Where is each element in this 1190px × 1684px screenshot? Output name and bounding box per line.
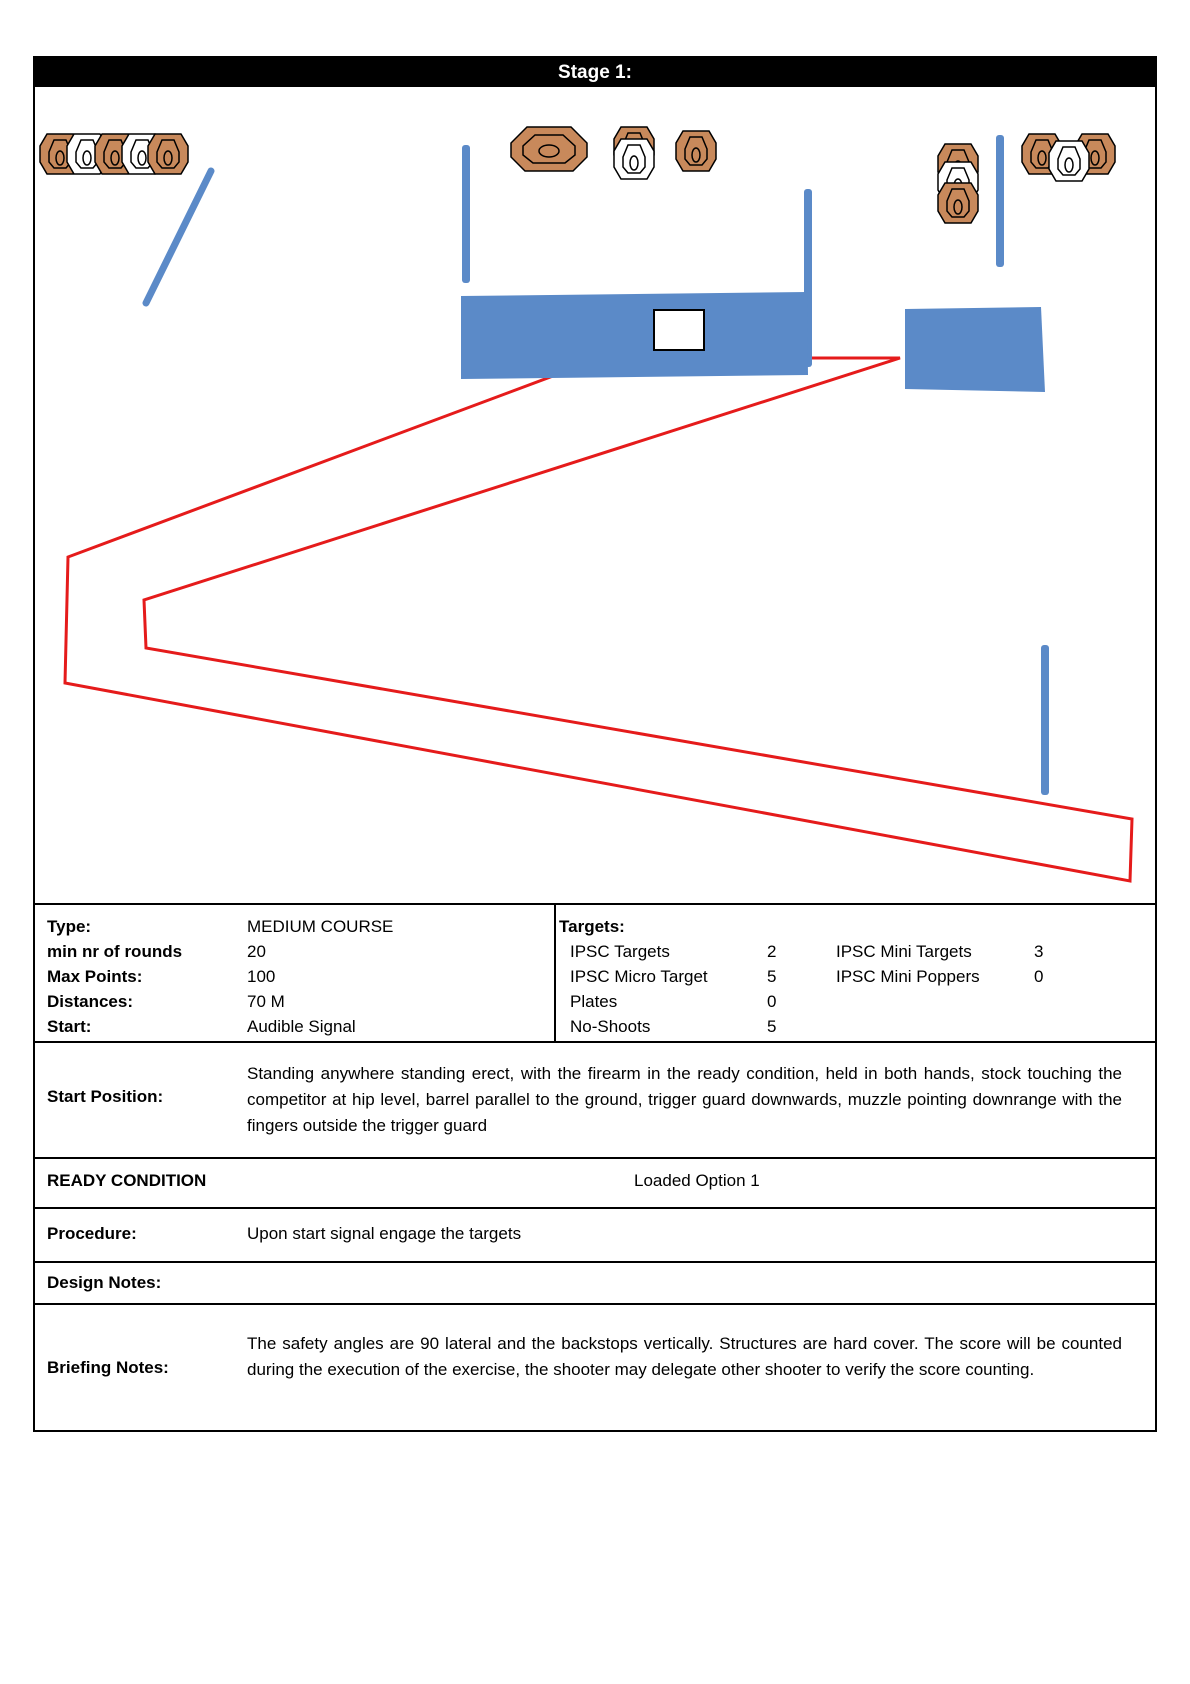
rounds-value: 20	[247, 942, 266, 961]
start-position-row	[35, 1041, 1155, 1157]
window-port	[654, 310, 704, 350]
start-value: Audible Signal	[247, 1017, 356, 1036]
ipsc-target	[676, 131, 716, 171]
points-value: 100	[247, 967, 276, 986]
distances-value: 70 M	[247, 992, 285, 1011]
ipsc-target	[938, 183, 978, 223]
target-type-name: No-Shoots	[570, 1017, 651, 1036]
column-divider	[554, 905, 556, 1043]
type-label: Type:	[47, 917, 92, 936]
stage-title: Stage 1:	[35, 58, 1155, 87]
target-type-count: 5	[767, 967, 777, 986]
target-type-count: 2	[767, 942, 777, 961]
wall	[996, 135, 1004, 267]
target-type-count: 0	[1034, 967, 1044, 986]
type-value: MEDIUM COURSE	[247, 917, 394, 936]
wall	[1041, 645, 1049, 795]
summary-row	[35, 903, 1155, 1041]
start-label: Start:	[47, 1017, 92, 1036]
design-notes-label: Design Notes:	[47, 1273, 162, 1292]
barricade	[905, 307, 1045, 392]
start-position-text: Standing anywhere standing erect, with the firearm in the ready condition, held in both hands, stock touching the competitor at hip level, barrel parallel to the ground, trigger guard downwards, muzzle pointing downrange with the fingers outside the trigger guard	[247, 1064, 1122, 1135]
procedure-value: Upon start signal engage the targets	[247, 1224, 522, 1243]
ready-condition-row	[35, 1157, 1155, 1207]
target-type-name: IPSC Mini Poppers	[836, 967, 980, 986]
target-type-name: IPSC Micro Target	[570, 967, 708, 986]
barricade	[461, 292, 808, 379]
targets-heading: Targets:	[559, 917, 625, 936]
ipsc-target	[148, 134, 188, 174]
target-type-name: IPSC Targets	[570, 942, 670, 961]
points-label: Max Points:	[47, 967, 143, 986]
wall	[146, 171, 211, 303]
ready-condition-label: READY CONDITION	[47, 1171, 207, 1190]
procedure-row	[35, 1207, 1155, 1261]
design-notes-row	[35, 1261, 1155, 1303]
start-position-label: Start Position:	[47, 1087, 164, 1106]
ready-condition-value: Loaded Option 1	[634, 1171, 760, 1190]
target-type-count: 0	[767, 992, 777, 1011]
ipsc-target	[511, 127, 587, 171]
stage-diagram	[35, 87, 1155, 903]
procedure-label: Procedure:	[47, 1224, 137, 1243]
rounds-label: min nr of rounds	[47, 942, 183, 961]
no-shoot-target	[614, 139, 654, 179]
stage-sheet	[33, 56, 1157, 1432]
target-type-count: 3	[1034, 942, 1044, 961]
briefing-notes-label: Briefing Notes:	[47, 1358, 169, 1377]
target-type-name: IPSC Mini Targets	[836, 942, 972, 961]
distances-label: Distances:	[47, 992, 133, 1011]
briefing-notes-row	[35, 1303, 1155, 1434]
target-type-count: 5	[767, 1017, 777, 1036]
no-shoot-target	[1049, 141, 1089, 181]
target-type-name: Plates	[570, 992, 618, 1011]
wall	[462, 145, 470, 283]
briefing-notes-text: The safety angles are 90 lateral and the backstops vertically. Structures are hard cover. The score will be counted during the execution of the exercise, the shooter may delegate other shooter to verify the score counting.	[247, 1334, 1122, 1379]
fault-line	[65, 351, 1132, 881]
